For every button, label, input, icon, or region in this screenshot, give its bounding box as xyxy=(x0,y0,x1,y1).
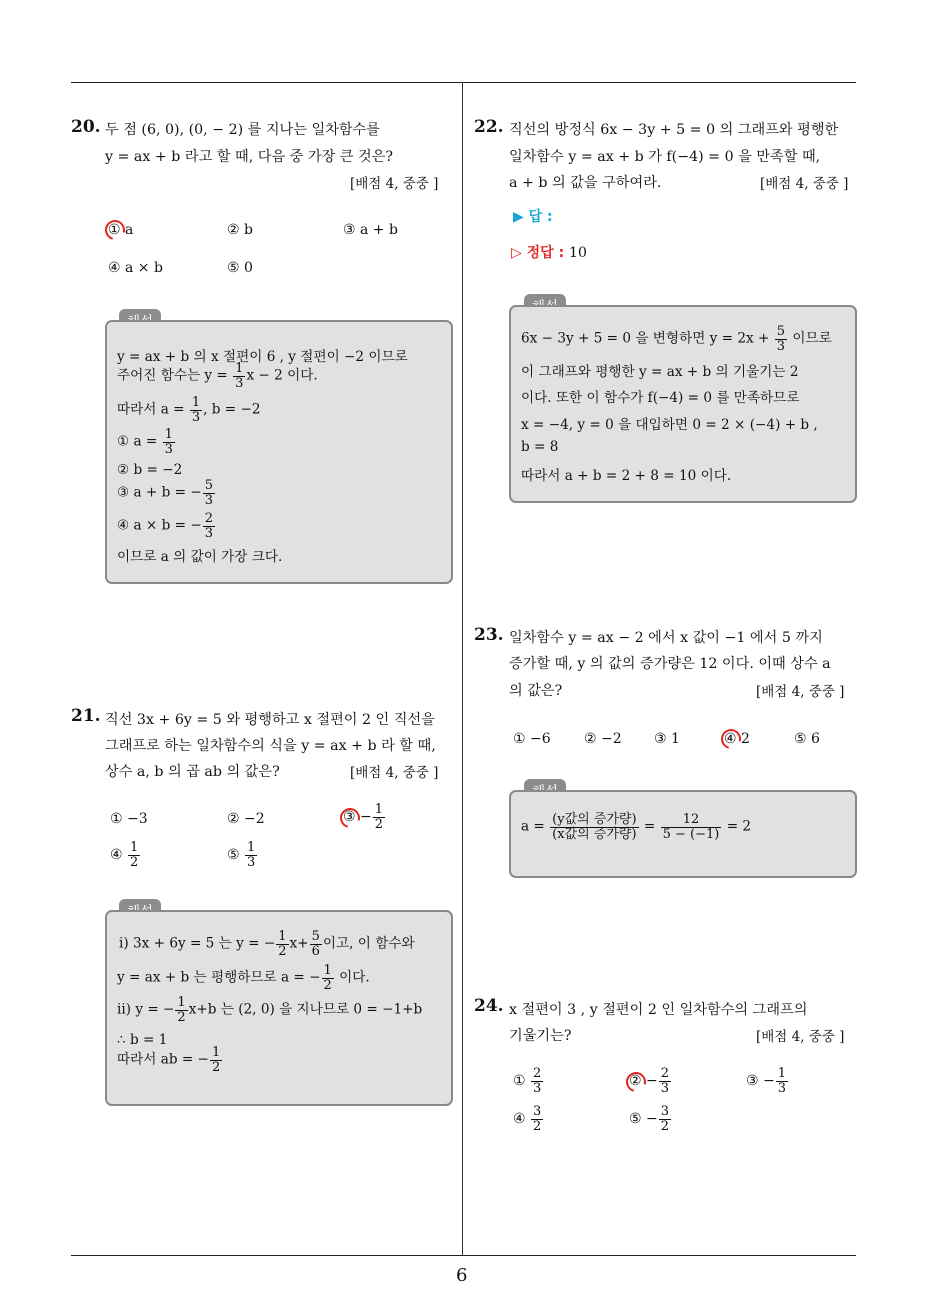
question-text: 증가할 때, y 의 값의 증가량은 12 이다. 이때 상수 a xyxy=(509,656,831,672)
option-2[interactable]: ② − $\frac{2}{3}$ xyxy=(629,1066,670,1096)
solution-line: ② b = −2 xyxy=(117,462,183,478)
option-5[interactable]: ⑤ − $\frac{3}{2}$ xyxy=(629,1104,670,1134)
question-text: 두 점 (6, 0), (0, − 2) 를 지나는 일차함수를 xyxy=(105,122,381,138)
column-divider xyxy=(462,83,463,1255)
option-5[interactable]: ⑤ $\frac{1}{3}$ xyxy=(227,840,256,870)
solution-line: 따라서 ab = − $\frac{1}{2}$ xyxy=(117,1045,221,1075)
option-3[interactable]: ③ − $\frac{1}{3}$ xyxy=(746,1066,787,1096)
fraction: $\frac{1}{3}$ xyxy=(164,427,173,457)
fraction: $\frac{5}{3}$ xyxy=(204,478,214,508)
option-5[interactable]: ⑤ 0 xyxy=(227,260,253,276)
option-3[interactable]: ③ − $\frac{1}{2}$ xyxy=(343,802,384,832)
solution-line: ⅰ) 3x + 6y = 5 는 y = − $\frac{1}{2}$ x+ $\frac{5}{6}$ 이고, 이 함수와 xyxy=(119,929,415,959)
option-3[interactable]: ③ a + b xyxy=(343,222,398,238)
option-2[interactable]: ② −2 xyxy=(227,811,265,827)
fraction: $\frac{1}{2}$ xyxy=(130,840,139,870)
question-text: 직선 3x + 6y = 5 와 평행하고 x 절편이 2 인 직선을 xyxy=(105,712,435,728)
solution-line: ⅱ) y = − $\frac{1}{2}$ x+b 는 (2, 0) 을 지나므로 0 = −1+b xyxy=(117,995,423,1025)
correct-answer: ▷ 정답 : 10 xyxy=(511,245,587,261)
solution-line: x = −4, y = 0 을 대입하면 0 = 2 × (−4) + b , xyxy=(521,417,818,433)
fraction: $\frac{3}{2}$ xyxy=(660,1104,670,1134)
fraction: $\frac{1}{2}$ xyxy=(323,963,332,993)
option-1[interactable]: ① −3 xyxy=(110,811,148,827)
solution-line: 따라서 a + b = 2 + 8 = 10 이다. xyxy=(521,468,732,484)
question-number: 22. xyxy=(474,117,504,137)
solution-line: a = $\frac{\text{(y값의 증가량)}}{\text{(x값의 증가량)}}$ = $\frac{12}{5 - (-1)}$ = 2 xyxy=(521,812,752,842)
solution-line: ∴ b = 1 xyxy=(117,1032,168,1048)
fraction: $\frac{5}{6}$ xyxy=(311,929,320,959)
score-meta: [배점 4, 중중 ] xyxy=(756,684,845,700)
page-number: 6 xyxy=(456,1265,468,1286)
option-1[interactable]: ① a xyxy=(108,222,134,238)
question-text: 일차함수 y = ax + b 가 f(−4) = 0 을 만족할 때, xyxy=(509,149,821,165)
question-text: y = ax + b 라고 할 때, 다음 중 가장 큰 것은? xyxy=(105,149,394,165)
fraction: $\frac{3}{2}$ xyxy=(533,1104,542,1134)
option-4[interactable]: ④ a × b xyxy=(108,260,163,276)
fraction: $\frac{1}{3}$ xyxy=(235,361,244,391)
solution-line: b = 8 xyxy=(521,439,559,455)
question-number: 20. xyxy=(71,117,101,137)
fraction: $\frac{1}{2}$ xyxy=(177,995,186,1025)
solution-line: ① a = $\frac{1}{3}$ xyxy=(117,427,173,457)
fraction: $\frac{1}{2}$ xyxy=(211,1045,221,1075)
solution-line: 주어진 함수는 y = $\frac{1}{3}$ x − 2 이다. xyxy=(117,361,318,391)
answer-input-label[interactable]: ▶ 답 : xyxy=(513,209,553,225)
solution-line: ③ a + b = − $\frac{5}{3}$ xyxy=(117,478,214,508)
fraction: $\frac{1}{3}$ xyxy=(191,395,201,425)
solution-line: ④ a × b = − $\frac{2}{3}$ xyxy=(117,511,214,541)
question-text: 직선의 방정식 6x − 3y + 5 = 0 의 그래프와 평행한 xyxy=(509,122,839,138)
fraction: $\frac{2}{3}$ xyxy=(533,1066,542,1096)
question-number: 21. xyxy=(71,706,101,726)
option-1[interactable]: ① $\frac{2}{3}$ xyxy=(513,1066,542,1096)
solution-line: 6x − 3y + 5 = 0 을 변형하면 y = 2x + $\frac{5}{3}$ 이므로 xyxy=(521,324,832,354)
bottom-rule xyxy=(71,1255,856,1256)
solution-line: 이 그래프와 평행한 y = ax + b 의 기울기는 2 xyxy=(521,364,799,380)
option-4[interactable]: ④ $\frac{3}{2}$ xyxy=(513,1104,542,1134)
score-meta: [배점 4, 중중 ] xyxy=(760,176,849,192)
question-text: 상수 a, b 의 곱 ab 의 값은? xyxy=(105,764,280,780)
solution-line: 이다. 또한 이 함수가 f(−4) = 0 를 만족하므로 xyxy=(521,390,800,406)
question-text: x 절편이 3 , y 절편이 2 인 일차함수의 그래프의 xyxy=(509,1002,808,1018)
question-number: 24. xyxy=(474,996,504,1016)
question-text: a + b 의 값을 구하여라. xyxy=(509,175,662,191)
question-number: 23. xyxy=(474,625,504,645)
top-rule xyxy=(71,82,856,83)
fraction: $\frac{2}{3}$ xyxy=(660,1066,670,1096)
solution-line: y = ax + b 는 평행하므로 a = − $\frac{1}{2}$ 이다. xyxy=(117,963,370,993)
option-4[interactable]: ④ 2 xyxy=(724,731,750,747)
question-text: 기울기는? xyxy=(509,1028,572,1044)
option-5[interactable]: ⑤ 6 xyxy=(794,731,820,747)
fraction: $\frac{1}{3}$ xyxy=(777,1066,787,1096)
question-text: 그래프로 하는 일차함수의 식을 y = ax + b 라 할 때, xyxy=(105,738,436,754)
option-2[interactable]: ② −2 xyxy=(584,731,622,747)
option-2[interactable]: ② b xyxy=(227,222,253,238)
question-text: 일차함수 y = ax − 2 에서 x 값이 −1 에서 5 까지 xyxy=(509,630,823,646)
fraction: $\frac{2}{3}$ xyxy=(204,511,214,541)
fraction: $\frac{1}{2}$ xyxy=(278,929,287,959)
option-3[interactable]: ③ 1 xyxy=(654,731,680,747)
fraction: $\frac{12}{5 - (-1)}$ xyxy=(662,812,720,842)
question-text: 의 값은? xyxy=(509,683,563,699)
fraction: $\frac{1}{3}$ xyxy=(247,840,256,870)
fraction: $\frac{\text{(y값의 증가량)}}{\text{(x값의 증가량)}}$ xyxy=(552,812,637,842)
score-meta: [배점 4, 중중 ] xyxy=(756,1029,845,1045)
fraction: $\frac{1}{2}$ xyxy=(374,802,384,832)
fraction: $\frac{5}{3}$ xyxy=(776,324,786,354)
solution-line: 이므로 a 의 값이 가장 크다. xyxy=(117,549,283,565)
score-meta: [배점 4, 중중 ] xyxy=(350,176,439,192)
score-meta: [배점 4, 중중 ] xyxy=(350,765,439,781)
solution-line: y = ax + b 의 x 절편이 6 , y 절편이 −2 이므로 xyxy=(117,349,408,365)
solution-line: 따라서 a = $\frac{1}{3}$ , b = −2 xyxy=(117,395,261,425)
option-4[interactable]: ④ $\frac{1}{2}$ xyxy=(110,840,139,870)
option-1[interactable]: ① −6 xyxy=(513,731,551,747)
